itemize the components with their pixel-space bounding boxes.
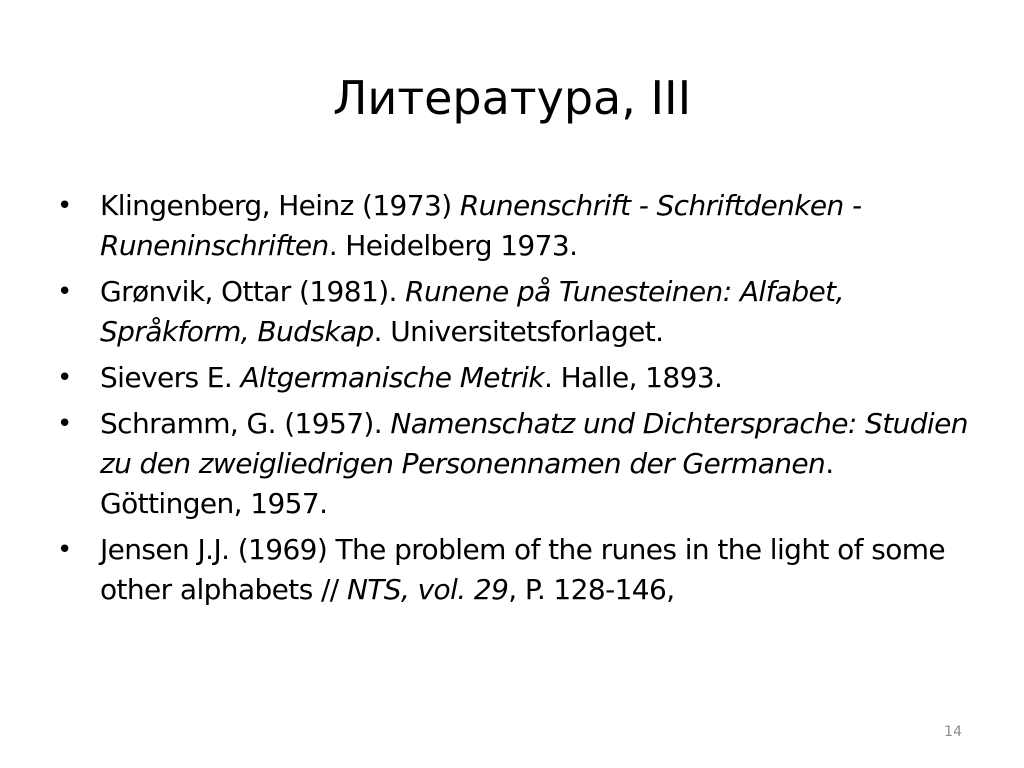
reference-item	[55, 404, 970, 524]
reference-title: Runenschrift - Schriftdenken - Runeninschriften	[100, 189, 862, 262]
bullet-icon: •	[57, 191, 72, 221]
reference-authors: Klingenberg, Heinz (1973)	[100, 189, 460, 222]
reference-item	[55, 530, 970, 610]
bullet-icon: •	[57, 277, 72, 307]
reference-publisher: . Göttingen, 1957.	[100, 447, 834, 520]
reference-title: Runene på Tunesteinen: Alfabet, Språkform, Budskap	[100, 275, 844, 348]
reference-title: Altgermanische Metrik	[240, 361, 544, 394]
reference-authors: Sievers E.	[100, 361, 241, 394]
bullet-icon: •	[57, 535, 72, 565]
reference-title: NTS, vol. 29	[346, 573, 509, 606]
reference-authors: Grønvik, Ottar (1981).	[100, 275, 406, 308]
reference-list	[55, 186, 970, 616]
reference-publisher: . Heidelberg 1973.	[328, 229, 578, 262]
slide-title: Литература, III	[332, 71, 692, 125]
page-number: 14	[944, 724, 962, 740]
reference-authors: Jensen J.J. (1969) The problem of the runes in the light of some other alphabets //	[100, 533, 946, 606]
reference-publisher: , P. 128-146,	[508, 573, 675, 606]
reference-item	[55, 186, 970, 266]
reference-item	[55, 272, 970, 352]
reference-title: Namenschatz und Dichtersprache: Studien zu den zweigliedrigen Personennamen der Germanen	[100, 407, 968, 480]
reference-publisher: . Universitetsforlaget.	[373, 315, 664, 348]
bullet-icon: •	[57, 363, 72, 393]
reference-publisher: . Halle, 1893.	[543, 361, 723, 394]
reference-item	[55, 358, 970, 398]
bullet-icon: •	[57, 409, 72, 439]
reference-authors: Schramm, G. (1957).	[100, 407, 391, 440]
